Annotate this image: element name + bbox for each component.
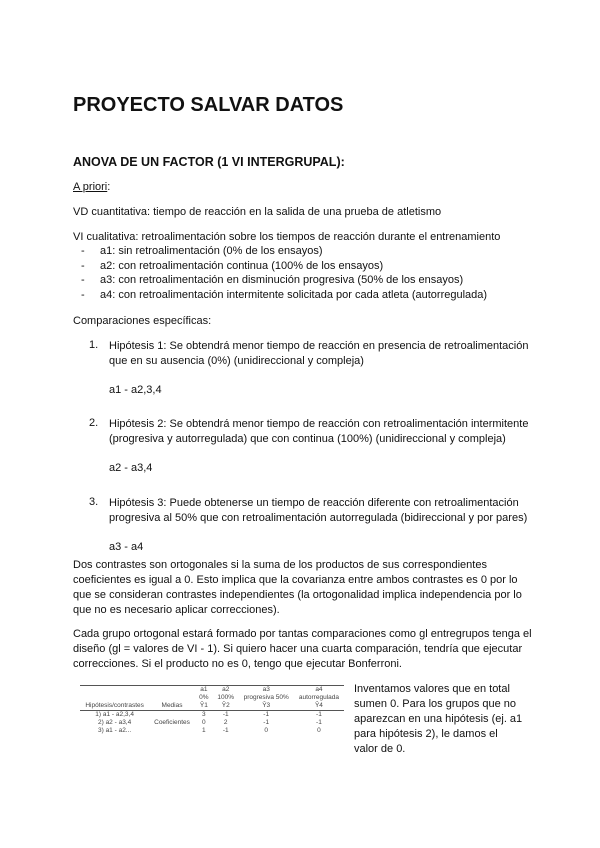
group-header	[195, 686, 213, 702]
list-item: - a3: con retroalimentación en disminución progresiva (50% de los ensayos)	[73, 273, 487, 288]
mean-header: Ȳ1	[195, 702, 213, 711]
levels-list	[73, 244, 487, 302]
coef: 3	[202, 711, 206, 718]
group-sub: 100%	[217, 694, 235, 701]
table-row	[80, 727, 344, 735]
coef: 2	[223, 719, 228, 726]
hypothesis-item	[73, 339, 533, 417]
coef: -1	[316, 719, 322, 726]
mean-header: Ȳ2	[213, 702, 239, 711]
list-item: - a2: con retroalimentación continua (100% de los ensayos)	[73, 259, 487, 274]
hypothesis-text: Hipótesis 1: Se obtendrá menor tiempo de reacción en presencia de retroalimentación que en su ausencia (0%) (unidireccional y compleja)	[109, 340, 529, 367]
hypotheses-list	[73, 339, 533, 555]
hypothesis-contrast: a2 - a3,4	[109, 462, 153, 474]
vi-text: VI cualitativa: retroalimentación sobre los tiempos de reacción durante el entrenamiento	[73, 231, 501, 243]
page-title: PROYECTO SALVAR DATOS	[73, 94, 344, 116]
orthogonal-group-paragraph: Cada grupo ortogonal estará formado por tantas comparaciones como gl entregrupos tenga el diseño (gl = valores de VI - 1). Si quiero hacer una cuarta comparación, tendría que ejecutar correcciones. Si el producto no es 0, tengo que ejecutar Bonferroni.	[73, 628, 532, 670]
hypothesis-number: 1.	[89, 339, 99, 351]
apriori-label	[73, 180, 110, 195]
coef: -1	[316, 711, 322, 718]
table-row	[80, 711, 344, 720]
apriori-colon: :	[107, 181, 111, 193]
coef: -1	[263, 719, 270, 726]
group-name: a1	[200, 686, 208, 693]
mean-header: Ȳ3	[239, 702, 294, 711]
section-heading: ANOVA DE UN FACTOR (1 VI INTERGRUPAL):	[73, 155, 345, 169]
group-name: a2	[222, 686, 230, 693]
side-note: Inventamos valores que en total sumen 0. Para los grupos que no aparezcan en una hipótesis (ej. a1 para hipótesis 2), le damos el valor de 0.	[354, 683, 523, 755]
coefficients-table	[80, 685, 344, 735]
contrast-label: 1) a1 - a2,3,4	[95, 711, 134, 718]
coef: -1	[222, 727, 229, 734]
hypothesis-text: Hipótesis 3: Puede obtenerse un tiempo de reacción diferente con retroalimentación progresiva al 50% que con retroalimentación autorregulada (bidireccional y por pares)	[109, 497, 528, 524]
hypothesis-item	[73, 417, 533, 496]
group-header	[294, 686, 344, 702]
hypothesis-item	[73, 496, 533, 555]
group-name: a4	[315, 686, 323, 693]
comparisons-label: Comparaciones específicas:	[73, 315, 212, 327]
hypothesis-number: 2.	[89, 417, 99, 429]
orthogonality-paragraph: Dos contrastes son ortogonales si la suma de los productos de sus correspondientes coeficientes es igual a 0. Esto implica que la covarianza entre ambos contrastes es 0 por lo que se consideran contrastes independientes (la ortogonalidad implica independencia por lo que no es necesario aplicar correcciones).	[73, 559, 522, 616]
coef: -1	[263, 711, 270, 718]
coef: 0	[264, 727, 268, 734]
contrast-label: 3) a1 - a2...	[97, 727, 132, 734]
group-sub: autorregulada	[298, 694, 339, 701]
list-item: - a1: sin retroalimentación (0% de los ensayos)	[73, 244, 487, 259]
group-header	[213, 686, 239, 702]
coef: 0	[202, 719, 206, 726]
coef: 0	[317, 727, 321, 734]
table-row	[80, 719, 344, 727]
coef: 1	[202, 727, 206, 734]
apriori-text: A priori	[73, 181, 108, 193]
group-sub: progresiva 50%	[243, 694, 289, 701]
group-name: a3	[262, 686, 270, 693]
coef: -1	[222, 711, 229, 718]
group-header	[239, 686, 294, 702]
hypothesis-contrast: a1 - a2,3,4	[109, 384, 162, 396]
mean-header: Ȳ4	[294, 702, 344, 711]
vd-text: VD cuantitativa: tiempo de reacción en la salida de una prueba de atletismo	[73, 206, 442, 218]
hypothesis-text: Hipótesis 2: Se obtendrá menor tiempo de reacción con retroalimentación intermitente (progresiva y autorregulada) que con continua (100%) (unidireccional y compleja)	[109, 418, 529, 445]
col-means: Medias	[149, 702, 195, 711]
list-item: - a4: con retroalimentación intermitente solicitada por cada atleta (autorregulada)	[73, 288, 487, 303]
coefficients-label: Coeficientes	[154, 719, 190, 726]
group-sub: 0%	[199, 694, 209, 701]
contrast-label: 2) a2 - a3,4	[97, 719, 132, 726]
hypothesis-contrast: a3 - a4	[109, 541, 144, 553]
hypothesis-number: 3.	[89, 496, 99, 508]
col-contrasts: Hipótesis/contrastes	[80, 702, 149, 711]
